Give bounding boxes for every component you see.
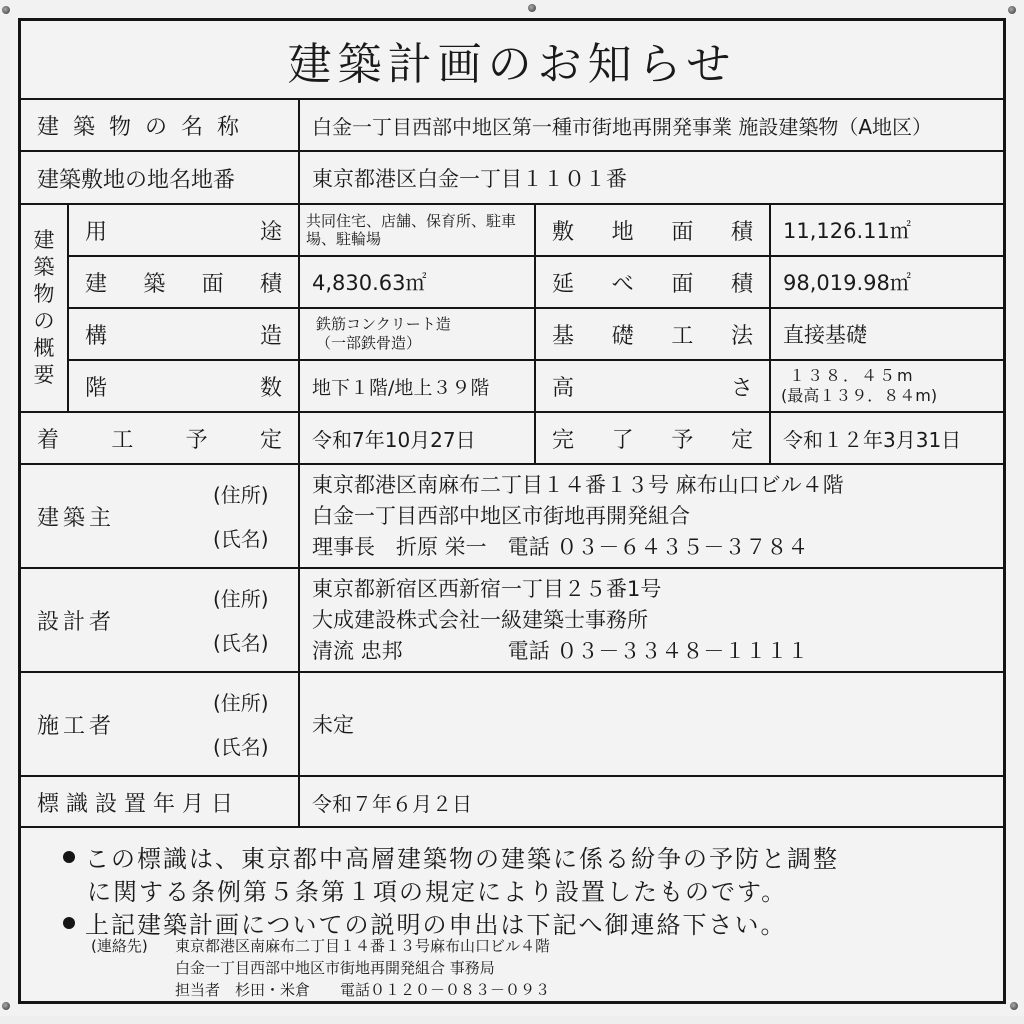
overview-group-label: 建 築 物 の 概 要 bbox=[33, 228, 55, 387]
total-floor-area-value: 98,019.98㎡ bbox=[783, 271, 911, 295]
total-floor-area-label: 延 べ 面 積 bbox=[552, 271, 753, 297]
completion-date-label: 完 了 予 定 bbox=[552, 427, 753, 453]
start-date-label: 着 工 予 定 bbox=[37, 427, 282, 453]
height-value: １３８．４５m (最高１３９．８４m) bbox=[781, 366, 938, 405]
site-area-value: 11,126.11㎡ bbox=[783, 219, 911, 243]
designer-label: 設計者 bbox=[37, 609, 116, 635]
structure-label: 構 造 bbox=[85, 323, 282, 349]
site-address-value: 東京都港区白金一丁目１１０１番 bbox=[312, 167, 627, 191]
completion-date-value: 令和１２年3月31日 bbox=[783, 427, 962, 452]
bullet-icon bbox=[63, 851, 75, 863]
notes-section bbox=[21, 827, 1003, 1001]
foundation-method-label: 基 礎 工 法 bbox=[552, 323, 753, 349]
builder-label: 施工者 bbox=[37, 713, 116, 739]
foundation-method-value: 直接基礎 bbox=[783, 323, 867, 347]
builder-value: 未定 bbox=[312, 713, 354, 737]
screw-icon bbox=[1010, 1002, 1018, 1010]
designer-name-tag: (氏名) bbox=[213, 631, 269, 655]
screw-icon bbox=[1008, 6, 1016, 14]
note-2: 上記建築計画についての説明の申出は下記へ御連絡下さい。 bbox=[63, 905, 787, 940]
contact-organization: 白金一丁目西部中地区市街地再開発組合 事務局 bbox=[175, 959, 495, 977]
designer-details: 東京都新宿区西新宿一丁目２５番1号 大成建設株式会社一級建築士事務所 清流 忠邦 電話 ０３－３３４８－１１１１ bbox=[312, 576, 809, 663]
contact-person-phone: 担当者 杉田・米倉 電話０１２０－０８３－０９３ bbox=[175, 981, 551, 999]
builder-name-tag: (氏名) bbox=[213, 735, 269, 759]
building-name-value: 白金一丁目西部中地区第一種市街地再開発事業 施設建築物（A地区） bbox=[312, 114, 933, 139]
floors-label: 階 数 bbox=[85, 375, 282, 401]
contact-tag: (連絡先) bbox=[91, 937, 148, 955]
sign-date-label: 標識設置年月日 bbox=[37, 791, 241, 817]
site-area-label: 敷 地 面 積 bbox=[552, 219, 753, 245]
sign-date-value: 令和７年６月２日 bbox=[312, 791, 472, 816]
owner-label: 建築主 bbox=[37, 505, 116, 531]
building-area-label: 建 築 面 積 bbox=[85, 271, 282, 297]
notice-table bbox=[18, 18, 1006, 1004]
usage-value: 共同住宅、店舗、保育所、駐車場、駐輪場 bbox=[306, 212, 517, 248]
structure-value: 鉄筋コンクリート造 （一部鉄骨造） bbox=[316, 315, 451, 352]
height-label: 高 さ bbox=[552, 375, 753, 401]
owner-address-tag: (住所) bbox=[213, 483, 269, 507]
building-area-value: 4,830.63㎡ bbox=[312, 271, 427, 295]
designer-address-tag: (住所) bbox=[213, 587, 269, 611]
screw-icon bbox=[2, 1002, 10, 1010]
site-address-label: 建築敷地の地名地番 bbox=[37, 167, 236, 193]
building-name-label: 建築物の名称 bbox=[37, 114, 254, 140]
bullet-icon bbox=[63, 917, 75, 929]
floors-value: 地下１階/地上３９階 bbox=[312, 376, 490, 399]
screw-icon bbox=[2, 6, 10, 14]
owner-name-tag: (氏名) bbox=[213, 527, 269, 551]
usage-label: 用 途 bbox=[85, 219, 282, 245]
owner-details: 東京都港区南麻布二丁目１４番１３号 麻布山口ビル４階 白金一丁目西部中地区市街地再開発組合 理事長 折原 栄一 電話 ０３－６４３５－３７８４ bbox=[312, 472, 844, 559]
builder-address-tag: (住所) bbox=[213, 691, 269, 715]
contact-address: 東京都港区南麻布二丁目１４番１３号麻布山口ビル４階 bbox=[175, 937, 551, 955]
note-1: この標識は、東京都中高層建築物の建築に係る紛争の予防と調整 bbox=[63, 839, 839, 874]
page-title: 建築計画のお知らせ bbox=[287, 39, 737, 90]
screw-icon bbox=[528, 4, 536, 12]
start-date-value: 令和7年10月27日 bbox=[312, 427, 476, 452]
note-1-continued: に関する条例第５条第１項の規定により設置したものです。 bbox=[87, 878, 788, 906]
